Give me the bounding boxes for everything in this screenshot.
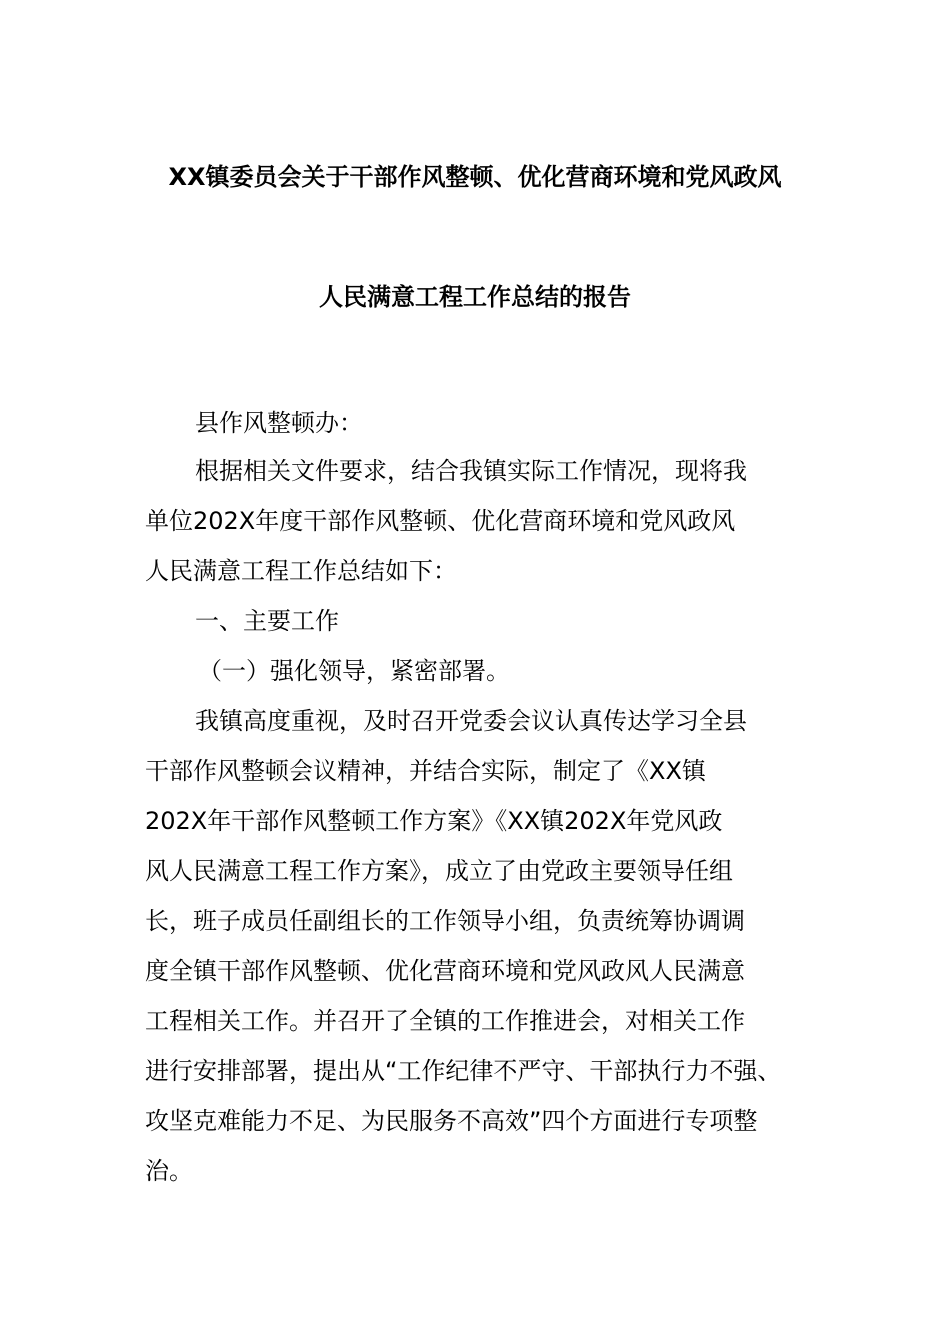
body-line: 工程相关工作。并召开了全镇的工作推进会，对相关工作 (145, 1007, 745, 1035)
intro-line: 人民满意工程工作总结如下： (145, 557, 457, 585)
body-line: 治。 (145, 1157, 193, 1185)
intro-line: 单位202X年度干部作风整顿、优化营商环境和党风政风 (145, 507, 736, 535)
subsection-heading: （一）强化领导，紧密部署。 (198, 657, 510, 685)
document-title-line-1: XX镇委员会关于干部作风整顿、优化营商环境和党风政风 (168, 163, 782, 191)
body-line: 进行安排部署，提出从“工作纪律不严守、干部执行力不强、 (145, 1057, 782, 1085)
body-line: 202X年干部作风整顿工作方案》《XX镇202X年党风政 (145, 807, 723, 835)
document-title-line-2: 人民满意工程工作总结的报告 (319, 283, 631, 311)
body-line: 长，班子成员任副组长的工作领导小组，负责统筹协调调 (145, 907, 745, 935)
salutation: 县作风整顿办： (195, 409, 363, 437)
body-line: 攻坚克难能力不足、为民服务不高效”四个方面进行专项整 (145, 1107, 758, 1135)
section-heading: 一、主要工作 (195, 607, 339, 635)
body-line: 干部作风整顿会议精神，并结合实际，制定了《XX镇 (145, 757, 706, 785)
body-line: 度全镇干部作风整顿、优化营商环境和党风政风人民满意 (145, 957, 745, 985)
intro-line: 根据相关文件要求，结合我镇实际工作情况，现将我 (195, 457, 747, 485)
body-line: 我镇高度重视，及时召开党委会议认真传达学习全县 (195, 707, 747, 735)
body-line: 风人民满意工程工作方案》，成立了由党政主要领导任组 (145, 857, 733, 885)
